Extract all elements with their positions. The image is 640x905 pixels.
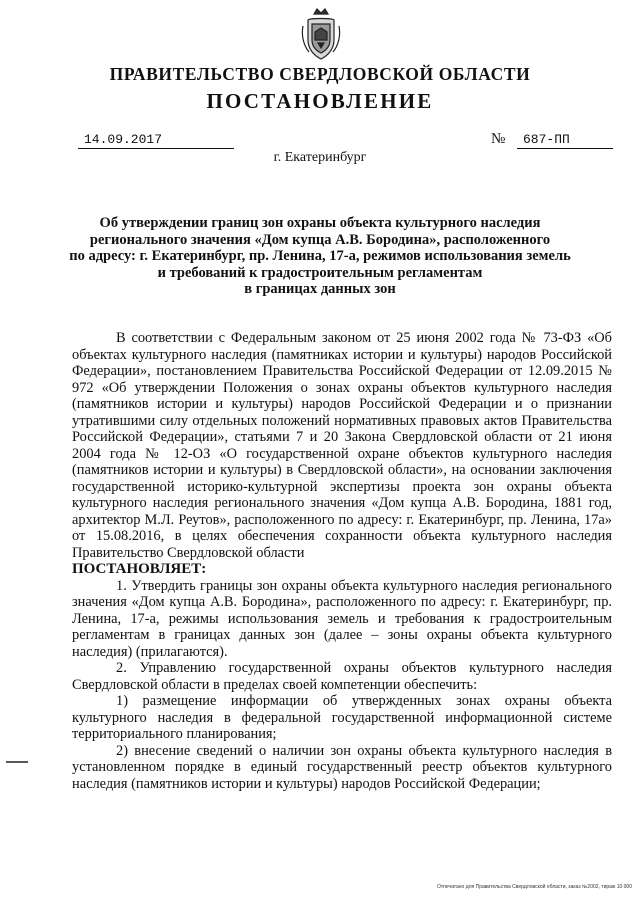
number-sign: №	[491, 131, 506, 147]
subject-line: регионального значения «Дом купца А.В. Бородина», расположенного	[89, 231, 551, 248]
print-footer: Отпечатано для Правительства Свердловской области, заказ №2002, тираж 10 000	[436, 884, 632, 890]
item-paragraph: 2. Управлению государственной охраны объектов культурного наследия Свердловской области в пределах своей компетенции обеспечить:	[72, 660, 612, 693]
document-date: 14.09.2017	[78, 132, 234, 149]
document-number: 687-ПП	[517, 132, 613, 149]
subject-line: по адресу: г. Екатеринбург, пр. Ленина, 17-а, режимов использования земель	[69, 248, 571, 265]
margin-mark	[6, 760, 28, 764]
document-type: ПОСТАНОВЛЕНИЕ	[206, 89, 434, 113]
subject-line: в границах данных зон	[244, 281, 396, 298]
decree-heading: ПОСТАНОВЛЯЕТ:	[72, 561, 207, 577]
government-title: ПРАВИТЕЛЬСТВО СВЕРДЛОВСКОЙ ОБЛАСТИ	[109, 64, 531, 84]
subitem-paragraph: 1) размещение информации об утвержденных зонах охраны объекта культурного наследия в федеральной государственной информационной системе территориального планирования;	[72, 693, 612, 742]
subject-line: Об утверждении границ зон охраны объекта культурного наследия	[99, 215, 541, 231]
item-paragraph: 1. Утвердить границы зон охраны объекта культурного наследия регионального значения «Дом купца А.В. Бородина», расположенного по адресу: г. Екатеринбург, пр. Ленина, 17-а, режимы использования земель и требования к градостроительным регламентам в границах данных зон (далее – зоны охраны объекта культурного наследия) (прилагаются).	[72, 577, 612, 660]
sverdlovsk-coat-of-arms-icon	[300, 6, 342, 62]
document-subject	[60, 215, 580, 298]
preamble-paragraph: В соответствии с Федеральным законом от 25 июня 2002 года № 73-ФЗ «Об объектах культурного наследия (памятниках истории и культуры) народов Российской Федерации», постановлением Правительства Российской Федерации от 12.09.2015 № 972 «Об утверждении Положения о зонах охраны объектов культурного наследия (памятников истории и культуры) народов Российской Федерации и о признании утратившими силу отдельных положений нормативных правовых актов Правительства Российской Федерации», статьями 7 и 20 Закона Свердловской области от 21 июня 2004 года № 12-ОЗ «О государственной охране объектов культурного наследия (памятников истории и культуры) в Свердловской области», на основании заключения государственной историко-культурной экспертизы проекта зон охраны объекта культурного наследия регионального значения «Дом купца А.В. Бородина, 1881 год, архитектор М.Л. Реутов», расположенного по адресу: г. Екатеринбург, пр. Ленина, 17а» от 15.08.2016, в целях обеспечения сохранности объекта культурного наследия Правительство Свердловской области	[72, 330, 612, 561]
subitem-paragraph: 2) внесение сведений о наличии зон охраны объекта культурного наследия в установленном порядке в единый государственный реестр объектов культурного наследия (памятников истории и культуры) народов Российской Федерации;	[72, 742, 612, 792]
document-body	[72, 330, 612, 792]
subject-line: и требований к градостроительным регламентам	[157, 264, 483, 281]
city: г. Екатеринбург	[273, 150, 367, 165]
